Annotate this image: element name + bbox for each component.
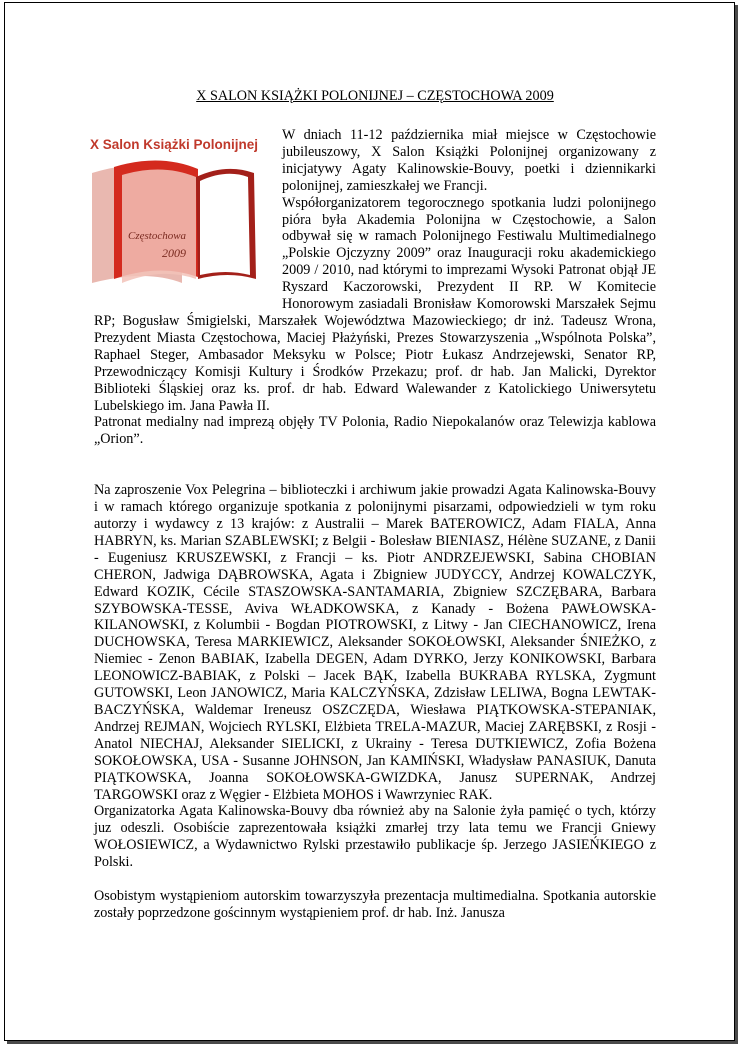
paragraph-memory: Organizatorka Agata Kalinowska-Bouvy dba również aby na Salonie żyła pamięć o tych, którzy juz odeszli. Osobiście zaprezentowała książki zmarłej trzy lata temu we Francji Gniewy WOŁOSIEWICZ, a Wydawnictwo Rylski przestawiło publikacje śp. Jerzego JASIEŃKIEGO z Polski. [94,803,656,871]
document-title: X SALON KSIĄŻKI POLONIJNEJ – CZĘSTOCHOWA 2009 [196,88,554,104]
document-body [90,3,656,922]
logo-right-inner [200,174,250,275]
paragraph-authors: Na zaproszenie Vox Pelegrina – biblioteczki i archiwum jakie prowadzi Agata Kalinowska-Bouvy i w ramach którego organizuje spotkania z polonijnymi pisarzami, odpowiedzieli w tym roku autorzy i wydawcy z 13 krajów: z Australii – Marek BATEROWICZ, Adam FIALA, Anna HABRYN, ks. Marian SZABLEWSKI; z Belgii - Bolesław BIENIASZ, Hélène SUZANE, z Danii - Eugeniusz KRUSZEWSKI, z Francji – ks. Piotr ANDRZEJEWSKI, Sabina CHOBIAN CHERON, Jadwiga DĄBROWSKA, Agata i Zbigniew JUDYCCY, Andrzej KOWALCZYK, Edward KOZIK, Cécile STASZOWSKA-SANTAMARIA, Zbigniew SZCZĘBARA, Barbara SZYBOWSKA-TESSE, Aviva WŁADKOWSKA, z Kanady - Bożena PAWŁOWSKA-KILANOWSKI, z Kolumbii - Bogdan PIOTROWSKI, z Litwy - Jan CIECHANOWICZ, Irena DUCHOWSKA, Teresa MARKIEWICZ, Aleksander SOKOŁOWSKI, Aleksander ŚNIEŻKO, z Niemiec - Zenon BABIAK, Izabella DEGEN, Adam DYRKO, Jerzy KONIKOWSKI, Barbara LEONOWICZ-BABIAK, z Polski – Jacek BĄK, Izabella BUKRABA RYLSKA, Zygmunt GUTOWSKI, Leon JANOWICZ, Maria KALCZYŃSKA, Zdzisław LELIWA, Bogna LEWTAK-BACZYŃSKA, Waldemar Ireneusz OSZCZĘDA, Wiesława PIĄTKOWSKA-STEPANIAK, Andrzej REJMAN, Wojciech RYLSKI, Elżbieta TRELA-MAZUR, Maciej ZARĘBSKI, z Rosji - Anatol NIECHAJ, Aleksander SIELICKI, z Ukrainy - Teresa DUTKIEWICZ, Zofia Bożena SOKOŁOWSKA, USA - Susanne JOHNSON, Jan KAMIŃSKI, Władysław PANASIUK, Danuta PIĄTKOWSKA, Joanna SOKOŁOWSKA-GWIZDKA, Janusz SUPERNAK, Andrzej TARGOWSKI oraz z Węgier - Elżbieta MOHOS i Wawrzyniec RAK. [94,482,656,803]
document-page [4,2,735,1041]
paragraph-organizers: Współorganizatorem tegorocznego spotkania ludzi polonijnego pióra była Akademia Polonijna w Częstochowie, a Salon odbywał się w ramach Polonijnego Festiwalu Multimedialnego „Polskie Ojczyzny 2009” oraz Inauguracji roku akademickiego 2009 / 2010, nad którymi to imprezami Wysoki Patronat objął JE Ryszard Kaczorowski, Prezydent II RP. W Komitecie Honorowym zasiadali Bronisław Komorowski Marszałek Sejmu RP; Bogusław Śmigielski, Marszałek Województwa Mazowieckiego; dr inż. Tadeusz Wrona, Prezydent Miasta Częstochowa, Maciej Płażyński, Prezes Stowarzyszenia „Wspólnota Polska”, Raphael Steger, Ambasador Meksyku w Polsce; Piotr Łukasz Andrzejewski, Senator RP, Przewodniczący Komisji Kultury i Środków Przekazu; prof. dr hab. Jan Malicki, Dyrektor Biblioteki Śląskiej oraz ks. prof. dr hab. Edward Walewander z Katolickiego Uniwersytetu Lubelskiego im. Jana Pawła II. [94,194,656,414]
paragraph-intro: W dniach 11-12 października miał miejsce w Częstochowie jubileuszowy, X Salon Książki Polonijnej organizowany z inicjatywy Agaty Kalinowskie-Bouvy, poetki i dziennikarki polonijnej, zamieszkałej we Francji. [282,127,656,194]
logo-title: X Salon Książki Polonijnej [90,137,259,152]
paragraph-media: Patronat medialny nad imprezą objęły TV Polonia, Radio Niepokalanów oraz Telewizja kablowa „Orion”. [94,414,656,448]
logo-city: Częstochowa [128,230,187,242]
logo-year: 2009 [162,246,186,260]
spacer [94,448,656,482]
logo-front-page [122,169,196,283]
spacer [94,871,656,888]
salon-logo [86,133,266,293]
paragraph-presentation: Osobistym wystąpieniom autorskim towarzyszyła prezentacja multimedialna. Spotkania autorskie zostały poprzedzone gościnnym wystąpieniem prof. dr hab. Inż. Janusza [94,888,656,921]
